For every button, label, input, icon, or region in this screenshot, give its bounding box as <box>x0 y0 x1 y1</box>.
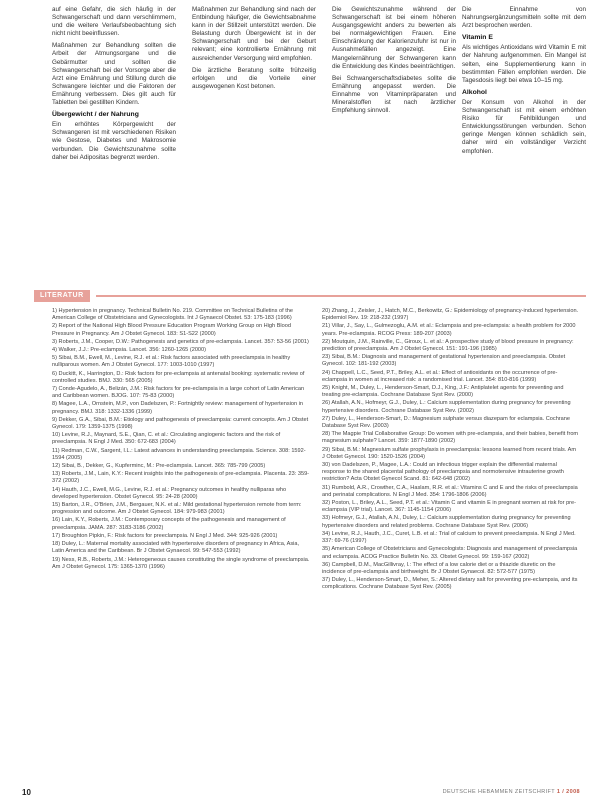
reference-entry: 35) American College of Obstetricians and Gynecologists: Diagnosis and management of preeclampsia and eclampsia. ACOG Practice Bulletin No. 33. Obstet Gynecol. 99: 159-167 (2002) <box>322 546 578 560</box>
section-heading: Alkohol <box>462 88 487 96</box>
reference-entry: 10) Levine, R.J., Maynard, S.E., Qian, C. et al.: Circulating angiogenic factors and the risk of preeclampsia. N Engl J Med. 350: 672-683 (2004) <box>52 432 281 446</box>
reference-entry: 18) Duley, L.: Maternal mortality associated with hypertensive disorders of pregnancy in Africa, Asia, Latin America and the Caribbean. Br J Obstet Gynaecol. 99: 547-553 (1992) <box>52 541 300 555</box>
article-column-4 <box>462 6 586 160</box>
journal-name: DEUTSCHE HEBAMMEN ZEITSCHRIFT <box>442 789 555 795</box>
body-paragraph: Der Konsum von Alkohol in der Schwangerschaft ist mit einem erhöhten Risiko für Fehlbildungen und Entwicklungsstörungen verbunden. Schon geringe Mengen können schädlich sein, daher wird ein vollständiger Verzicht empfohlen. <box>462 98 586 155</box>
reference-entry: 9) Dekker, G.A., Sibai, B.M.: Etiology and pathogenesis of preeclampsia: current concepts. Am J Obstet Gynecol. 179: 1359-1375 (1998) <box>52 416 309 431</box>
reference-entry: 17) Broughton Pipkin, F.: Risk factors for preeclampsia. N Engl J Med. 344: 925-926 (2001) <box>52 532 278 539</box>
body-paragraph: Bei Schwangerschaftsdiabetes sollte die Ernährung angepasst werden. Die Einnahme von Vitaminpräparaten und Mineralstoffen ist nach ärztlicher Empfehlung sinnvoll. <box>332 74 456 115</box>
article-column-2 <box>192 6 316 95</box>
reference-entry: 25) Knight, M., Duley, L., Henderson-Smart, D.J., King, J.F.: Antiplatelet agents for preventing and treating pre-eclampsia. Cochrane Database Syst Rev. (2000) <box>322 385 564 399</box>
reference-entry: 7) Conde-Agudelo, A., Belizán, J.M.: Risk factors for pre-eclampsia in a large cohort of Latin American and Caribbean women. BJOG. 107: 75-83 (2000) <box>52 386 305 400</box>
literature-divider <box>96 295 586 297</box>
reference-entry: 27) Duley, L., Henderson-Smart, D.: Magnesium sulphate versus diazepam for eclampsia. Cochrane Database Syst Rev. (2003) <box>322 415 570 430</box>
body-paragraph: auf eine Gefahr, die sich häufig in der Schwangerschaft und dann verschlimmern, und die weitere Verlaufsbeobachtung sich nicht nicht beeinflussen. <box>52 6 176 38</box>
reference-entry: 5) Sibai, B.M., Ewell, M., Levine, R.J. et al.: Risk factors associated with preeclampsia in healthy nulliparous women. Am J Obstet Gynecol. 177: 1003-1010 (1997) <box>52 355 291 369</box>
page-number: 10 <box>22 788 31 797</box>
reference-entry: 30) von Dadelszen, P., Magee, L.A.: Could an infectious trigger explain the differential maternal response to the shared placental pathology of preeclampsia and normotensive intrauterine growth restriction? Acta Obstet Gynecol Scand. 81: 642-648 (2002) <box>322 462 564 483</box>
reference-list <box>52 308 586 778</box>
article-columns <box>52 6 586 288</box>
article-column-1 <box>52 6 176 166</box>
reference-entry: 23) Sibai, B.M.: Diagnosis and management of gestational hypertension and preeclampsia. Obstet Gynecol. 102: 181-192 (2003) <box>322 354 566 368</box>
journal-issue: 1 / 2008 <box>556 789 580 795</box>
reference-entry: 29) Sibai, B.M.: Magnesium sulfate prophylaxis in preeclampsia: lessons learned from recent trials. Am J Obstet Gynecol. 190: 1520-1526 (2004) <box>322 446 577 460</box>
section-heading: Übergewicht / der Nahrung <box>52 111 139 119</box>
reference-entry: 16) Lain, K.Y., Roberts, J.M.: Contemporary concepts of the pathogenesis and management of preeclampsia. JAMA. 287: 3183-3186 (2002) <box>52 517 286 531</box>
reference-entry: 37) Duley, L., Henderson-Smart, D., Meher, S.: Altered dietary salt for preventing pre-eclampsia, and its complications. Cochrane Database Syst Rev. (2005) <box>322 577 578 591</box>
reference-entry: 20) Zhang, J., Zeisler, J., Hatch, M.C., Berkowitz, G.: Epidemiology of pregnancy-induced hypertension. Epidemiol Rev. 19: 218-232 (1997) <box>322 308 579 322</box>
body-paragraph: Die Einnahme von Nahrungsergänzungsmitteln sollte mit dem Arzt besprochen werden. <box>462 6 586 30</box>
reference-entry: 2) Report of the National High Blood Pressure Education Program Working Group on High Blood Pressure in Pregnancy. Am J Obstet Gynecol. 183: S1-S22 (2000) <box>52 323 292 337</box>
reference-entry: 26) Atallah, A.N., Hofmeyr, G.J., Duley, L.: Calcium supplementation during pregnancy for preventing hypertensive disorders. Cochrane Database Syst Rev. (2002) <box>322 400 571 414</box>
page-footer <box>0 784 594 804</box>
body-paragraph: Maßnahmen zur Behandlung sollten die Arbeit der Atmungsorgane und die Gebärmutter und sollten die Schwangerschaft bei der Vorsorge aber die Arzt eine Ernährung und Stillung durch die Schwangere leichter und die Faktoren der Ernährung verbessern. Dies gilt auch für Tabletten bei gestillten Kindern. <box>52 42 176 107</box>
reference-entry: 15) Barton, J.R., O'Brien, J.M., Bergauer, N.K. et al.: Mild gestational hypertension remote from term: progression and outcome. Am J Obstet Gynecol. 184: 979-983 (2001) <box>52 502 302 516</box>
reference-entry: 34) Levine, R.J., Hauth, J.C., Curet, L.B. et al.: Trial of calcium to prevent preeclampsia. N Engl J Med. 337: 69-76 (1997) <box>322 530 576 545</box>
section-heading: Vitamin E <box>462 34 493 42</box>
reference-entry: 33) Hofmeyr, G.J., Atallah, A.N., Duley, L.: Calcium supplementation during pregnancy for preventing hypertensive disorders and related problems. Cochrane Database Syst Rev. (2006) <box>322 515 571 529</box>
journal-footer <box>443 789 580 795</box>
reference-entry: 19) Ness, R.B., Roberts, J.M.: Heterogeneous causes constituting the single syndrome of preeclampsia. Am J Obstet Gynecol. 175: 1365-1370 (1996) <box>52 556 310 570</box>
literature-label: LITERATUR <box>34 290 90 302</box>
reference-entry: 3) Roberts, J.M., Cooper, D.W.: Pathogenesis and genetics of pre-eclampsia. Lancet. 357: 53-56 (2001) <box>52 338 309 345</box>
body-paragraph: Als wichtiges Antioxidans wird Vitamin E mit der Nahrung aufgenommen. Ein Mangel ist selten, eine Supplementierung kann in bestimmten Fällen empfohlen werden. Die Tagesdosis liegt bei etwa 10–15 mg. <box>462 44 586 84</box>
reference-entry: 13) Roberts, J.M., Lain, K.Y.: Recent insights into the pathogenesis of pre-eclampsia. Placenta. 23: 359-372 (2002) <box>52 471 310 485</box>
reference-entry: 28) The Magpie Trial Collaborative Group: Do women with pre-eclampsia, and their babies, benefit from magnesium sulphate? Lancet. 359: 1877-1890 (2002) <box>322 431 579 445</box>
reference-entry: 22) Moutquin, J.M., Rainville, C., Giroux, L. et al.: A prospective study of blood pressure in pregnancy: prediction of preeclampsia. Am J Obstet Gynecol. 151: 191-196 (1985) <box>322 338 574 353</box>
body-paragraph: Die ärztliche Beratung sollte frühzeitig erfolgen und die Vorteile einer ausgewogenen Kost betonen. <box>192 66 316 90</box>
article-column-3 <box>332 6 456 119</box>
body-paragraph: Maßnahmen zur Behandlung sind nach der Entbindung häufiger, die Gewichtsabnahme kann in der Stillzeit unterstützt werden. Die Belastung durch Übergewicht ist in der Schwangerschaft und bei der Geburt relevant; eine kontrollierte Ernährung mit ausreichender Versorgung wird empfohlen. <box>192 6 316 62</box>
reference-column-right <box>322 308 580 593</box>
body-paragraph: Ein erhöhtes Körpergewicht der Schwangeren ist mit verschiedenen Risiken wie Gestose, Diabetes und Makrosomie verbunden. Die Gewichtszunahme sollte daher bei Adipositas begrenzt werden. <box>52 121 176 161</box>
reference-entry: 12) Sibai, B., Dekker, G., Kupferminc, M.: Pre-eclampsia. Lancet. 365: 785-799 (2005) <box>52 463 266 470</box>
reference-entry: 6) Duckitt, K., Harrington, D.: Risk factors for pre-eclampsia at antenatal booking: systematic review of controlled studies. BMJ. 330: 565 (2005) <box>52 370 305 384</box>
reference-entry: 1) Hypertension in pregnancy. Technical Bulletin No. 219. Committee on Technical Bulletins of the American College of Obstetricians and Gynecologists. Int J Gynaecol Obstet. 53: 175-183 (1996) <box>52 308 293 322</box>
reference-entry: 21) Villar, J., Say, L., Gulmezoglu, A.M. et al.: Eclampsia and pre-eclampsia: a health problem for 2000 years. Pre-eclampsia. RCOG Press: 189-207 (2003) <box>322 323 576 337</box>
reference-entry: 14) Hauth, J.C., Ewell, M.G., Levine, R.J. et al.: Pregnancy outcomes in healthy nulliparas who developed hypertension. Obstet Gynecol. 95: 24-28 (2000) <box>52 486 287 500</box>
reference-entry: 32) Poston, L., Briley, A.L., Seed, P.T. et al.: Vitamin C and vitamin E in pregnant women at risk for pre-eclampsia (VIP trial). Lancet. 367: 1145-1154 (2006) <box>322 500 577 514</box>
reference-column-left <box>52 308 310 572</box>
reference-entry: 4) Walker, J.J.: Pre-eclampsia. Lancet. 356: 1260-1265 (2000) <box>52 347 207 354</box>
reference-entry: 24) Chappell, L.C., Seed, P.T., Briley, A.L. et al.: Effect of antioxidants on the occurrence of pre-eclampsia in women at increased risk: a randomised trial. Lancet. 354: 810-816 (1999) <box>322 369 558 383</box>
reference-entry: 31) Rumbold, A.R., Crowther, C.A., Haslam, R.R. et al.: Vitamins C and E and the risks of preeclampsia and perinatal complications. N Engl J Med. 354: 1796-1806 (2006) <box>322 484 578 498</box>
reference-entry: 36) Campbell, D.M., MacGillivray, I.: The effect of a low calorie diet or a thiazide diuretic on the incidence of pre-eclampsia and birthweight. Br J Obstet Gynaecol. 82: 572-577 (1975) <box>322 561 556 575</box>
reference-entry: 8) Magee, L.A., Ornstein, M.P., von Dadelszen, P.: Fortnightly review: management of hypertension in pregnancy. BMJ. 318: 1332-1336 (1999) <box>52 401 304 415</box>
body-paragraph: Die Gewichtszunahme während der Schwangerschaft ist bei einem höheren Ausgangsgewicht anders zu bewerten als bei normalgewichtigen Frauen. Eine Einschränkung der Kalorienzufuhr ist nur in Ausnahmefällen angezeigt. Eine Mangelernährung der Schwangeren kann die Entwicklung des Kindes beeinträchtigen. <box>332 6 456 70</box>
literature-header <box>40 290 586 302</box>
reference-entry: 11) Redman, C.W., Sargent, I.L.: Latest advances in understanding preeclampsia. Science. 308: 1592-1594 (2005) <box>52 447 306 461</box>
